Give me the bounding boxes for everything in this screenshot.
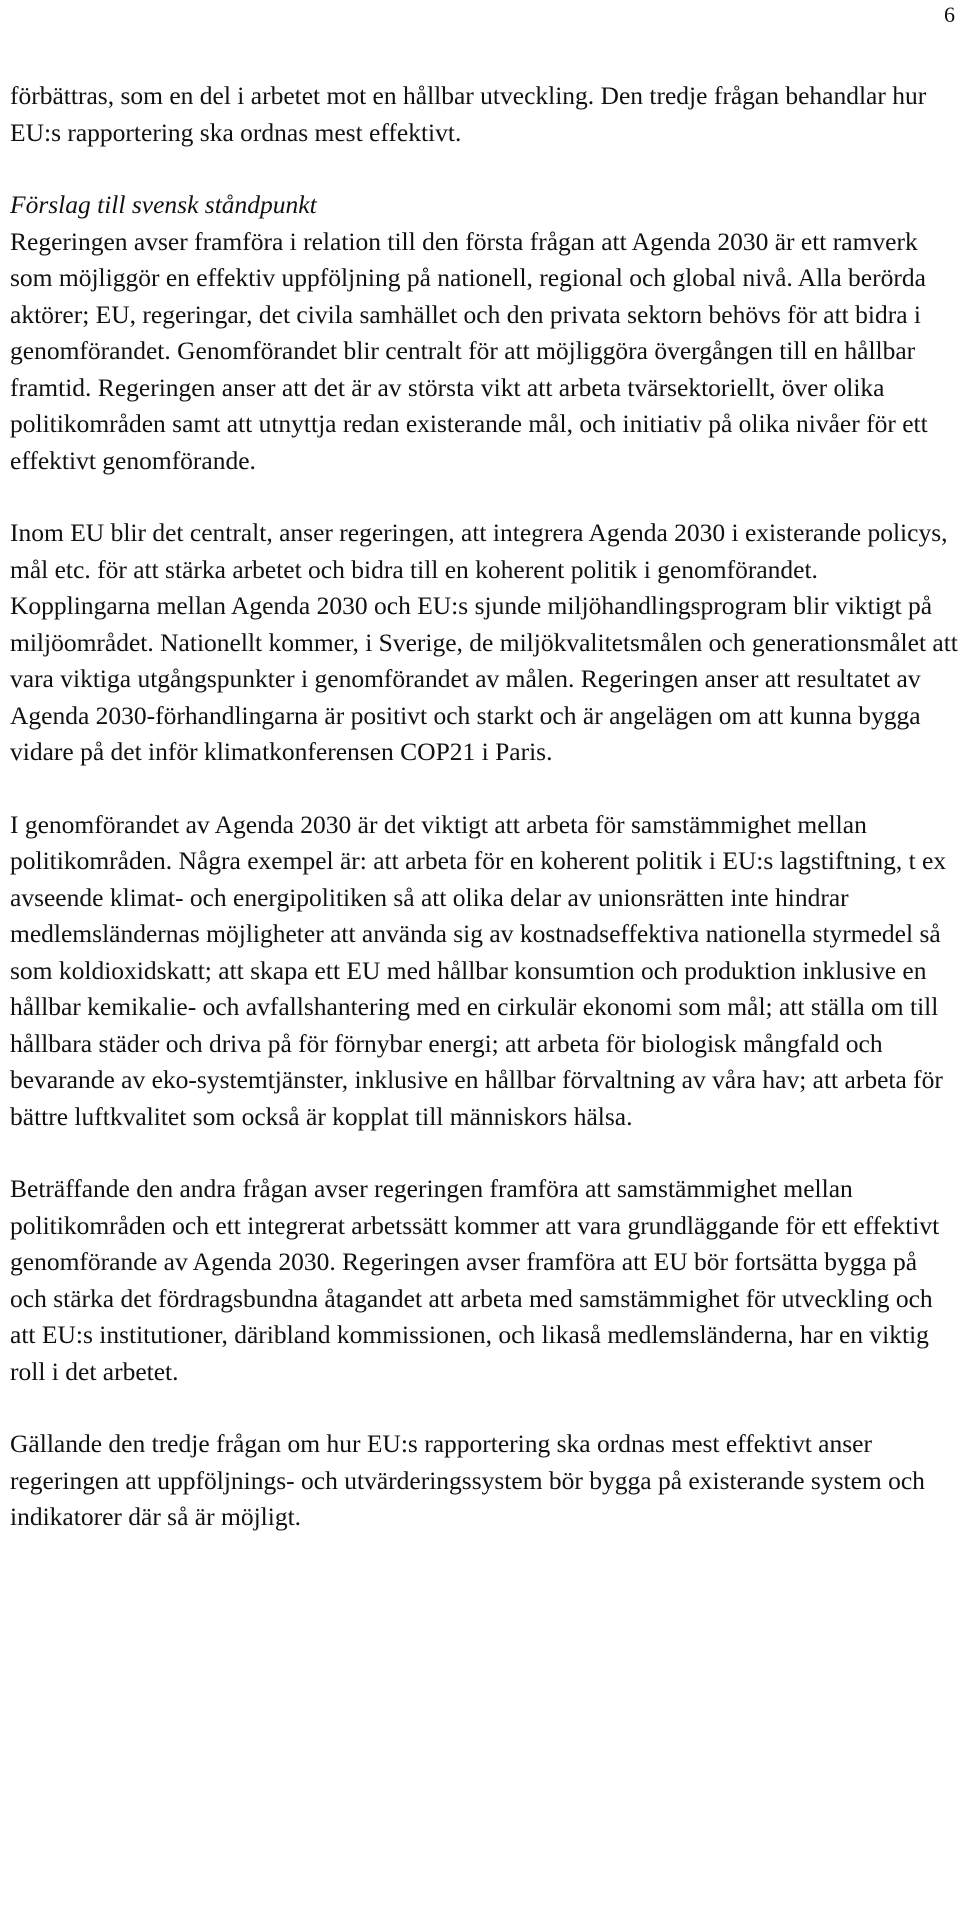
page-number: 6: [944, 2, 955, 27]
paragraph-third-question: Gällande den tredje frågan om hur EU:s rapportering ska ordnas mest effektivt anser regeringen att uppföljnings- och utvärderingssystem bör bygga på existerande system och indikatorer där så är möjligt.: [10, 1429, 925, 1531]
paragraph-second-question: Beträffande den andra frågan avser regeringen framföra att samstämmighet mellan politikområden och ett integrerat arbetssätt kommer att vara grundläggande för ett effektivt genomförande av Agenda 2030. Regeringen avser framföra att EU bör fortsätta bygga på och stärka det fördragsbundna åtagandet att arbeta med samstämmighet för utveckling och att EU:s institutioner, däribland kommissionen, och likaså medlemsländerna, har en viktig roll i det arbetet.: [10, 1174, 940, 1386]
paragraph-policy-coherence: I genomförandet av Agenda 2030 är det viktigt att arbeta för samstämmighet mellan politikområden. Några exempel är: att arbeta för en koherent politik i EU:s lagstiftning, t ex avseende klimat- och energipolitiken så att olika delar av unionsrätten inte hindrar medlemsländernas möjligheter att använda sig av kostnadseffektiva nationella styrmedel så som koldioxidskatt; att skapa ett EU med hållbar konsumtion och produktion inklusive en hållbar kemikalie- och avfallshantering med en cirkulär ekonomi som mål; att ställa om till hållbara städer och driva på för förnybar energi; att arbeta för biologisk mångfald och bevarande av eko-systemtjänster, inklusive en hållbar förvaltning av våra hav; att arbeta för bättre luftkvalitet som också är kopplat till människors hälsa.: [10, 809, 947, 1131]
section-heading: Förslag till svensk ståndpunkt: [10, 190, 317, 219]
paragraph-first-question: Regeringen avser framföra i relation till den första frågan att Agenda 2030 är ett ramverk som möjliggör en effektiv uppföljning på nationell, regional och global nivå. Alla berörda aktörer; EU, regeringar, det civila samhället och den privata sektorn behövs för att bidra i genomförandet. Genomförandet blir centralt för att möjliggöra övergången till en hållbar framtid. Regeringen anser att det är av största vikt att arbeta tvärsektoriellt, över olika politikområden samt att utnyttja redan existerande mål, och initiativ på olika nivåer för ett effektivt genomförande.: [10, 226, 928, 475]
paragraph-eu-integration: Inom EU blir det centralt, anser regeringen, att integrera Agenda 2030 i existerande policys, mål etc. för att stärka arbetet och bidra till en koherent politik i genomförandet. Kopplingarna mellan Agenda 2030 och EU:s sjunde miljöhandlingsprogram blir viktigt på miljöområdet. Nationellt kommer, i Sverige, de miljökvalitetsmålen och generationsmålet att vara viktiga utgångspunkter i genomförandet av målen. Regeringen anser att resultatet av Agenda 2030-förhandlingarna är positivt och starkt och är angelägen om att kunna bygga vidare på det inför klimatkonferensen COP21 i Paris.: [10, 518, 958, 766]
document-body: [10, 78, 958, 1536]
intro-paragraph: förbättras, som en del i arbetet mot en hållbar utveckling. Den tredje frågan behandlar hur EU:s rapportering ska ordnas mest effektivt.: [10, 81, 927, 147]
